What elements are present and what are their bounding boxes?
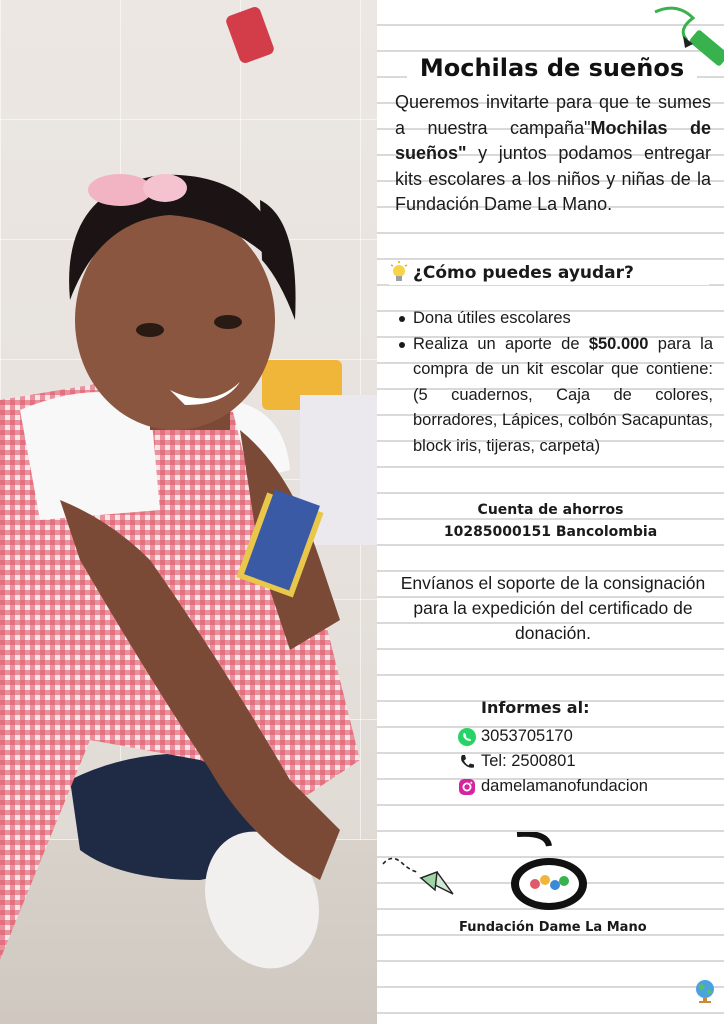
- globe-icon: [693, 978, 717, 1004]
- list-item-text: Dona útiles escolares: [413, 309, 571, 327]
- instagram-handle: damelamanofundacion: [481, 777, 648, 795]
- list-item: [397, 306, 713, 332]
- help-title: ¿Cómo puedes ayudar?: [413, 263, 634, 283]
- paper-plane-icon: [381, 850, 455, 900]
- whatsapp-icon: [457, 727, 477, 747]
- contact-instagram[interactable]: [457, 774, 648, 799]
- contact-list: [457, 724, 648, 799]
- account-type: Cuenta de ahorros: [477, 502, 624, 518]
- account-number: 10285000151 Bancolombia: [443, 524, 658, 540]
- donation-amount: $50.000: [588, 334, 649, 353]
- instagram-icon: [457, 777, 477, 797]
- info-heading: Informes al:: [481, 698, 590, 717]
- whatsapp-number: 3053705170: [481, 727, 573, 745]
- help-list: [397, 306, 713, 459]
- lightbulb-icon: [389, 261, 409, 285]
- phone-number: Tel: 2500801: [481, 752, 576, 770]
- foundation-name: Fundación Dame La Mano: [459, 920, 647, 935]
- list-item-text: para la compra de un kit escolar que contiene: (5 cuadernos, Caja de colores, borradores, Lápices, colbón Sacapuntas, block iris, tijeras, carpeta): [413, 334, 713, 455]
- campaign-name: Mochilas de sueños": [395, 117, 711, 163]
- list-item-text: Realiza un aporte de: [413, 334, 589, 353]
- foundation-logo: [507, 832, 591, 914]
- contact-whatsapp[interactable]: [457, 724, 648, 749]
- intro-text: Queremos invitarte para que te sumes a nuestra campaña": [395, 92, 711, 138]
- send-receipt-text: Envíanos el soporte de la consignación para la expedición del certificado de donación.: [400, 573, 706, 643]
- intro-paragraph: [395, 90, 711, 218]
- intro-text-continued: y juntos podamos entregar kits escolares a los niños y niñas de la Fundación Dame La Mano.: [395, 143, 711, 214]
- phone-icon: [457, 752, 477, 772]
- bank-account: [377, 499, 724, 543]
- contact-phone[interactable]: [457, 749, 648, 774]
- notebook-page: [377, 0, 724, 1024]
- help-heading: [389, 261, 709, 285]
- page-title: Mochilas de sueños: [407, 54, 697, 82]
- list-item: [397, 332, 713, 460]
